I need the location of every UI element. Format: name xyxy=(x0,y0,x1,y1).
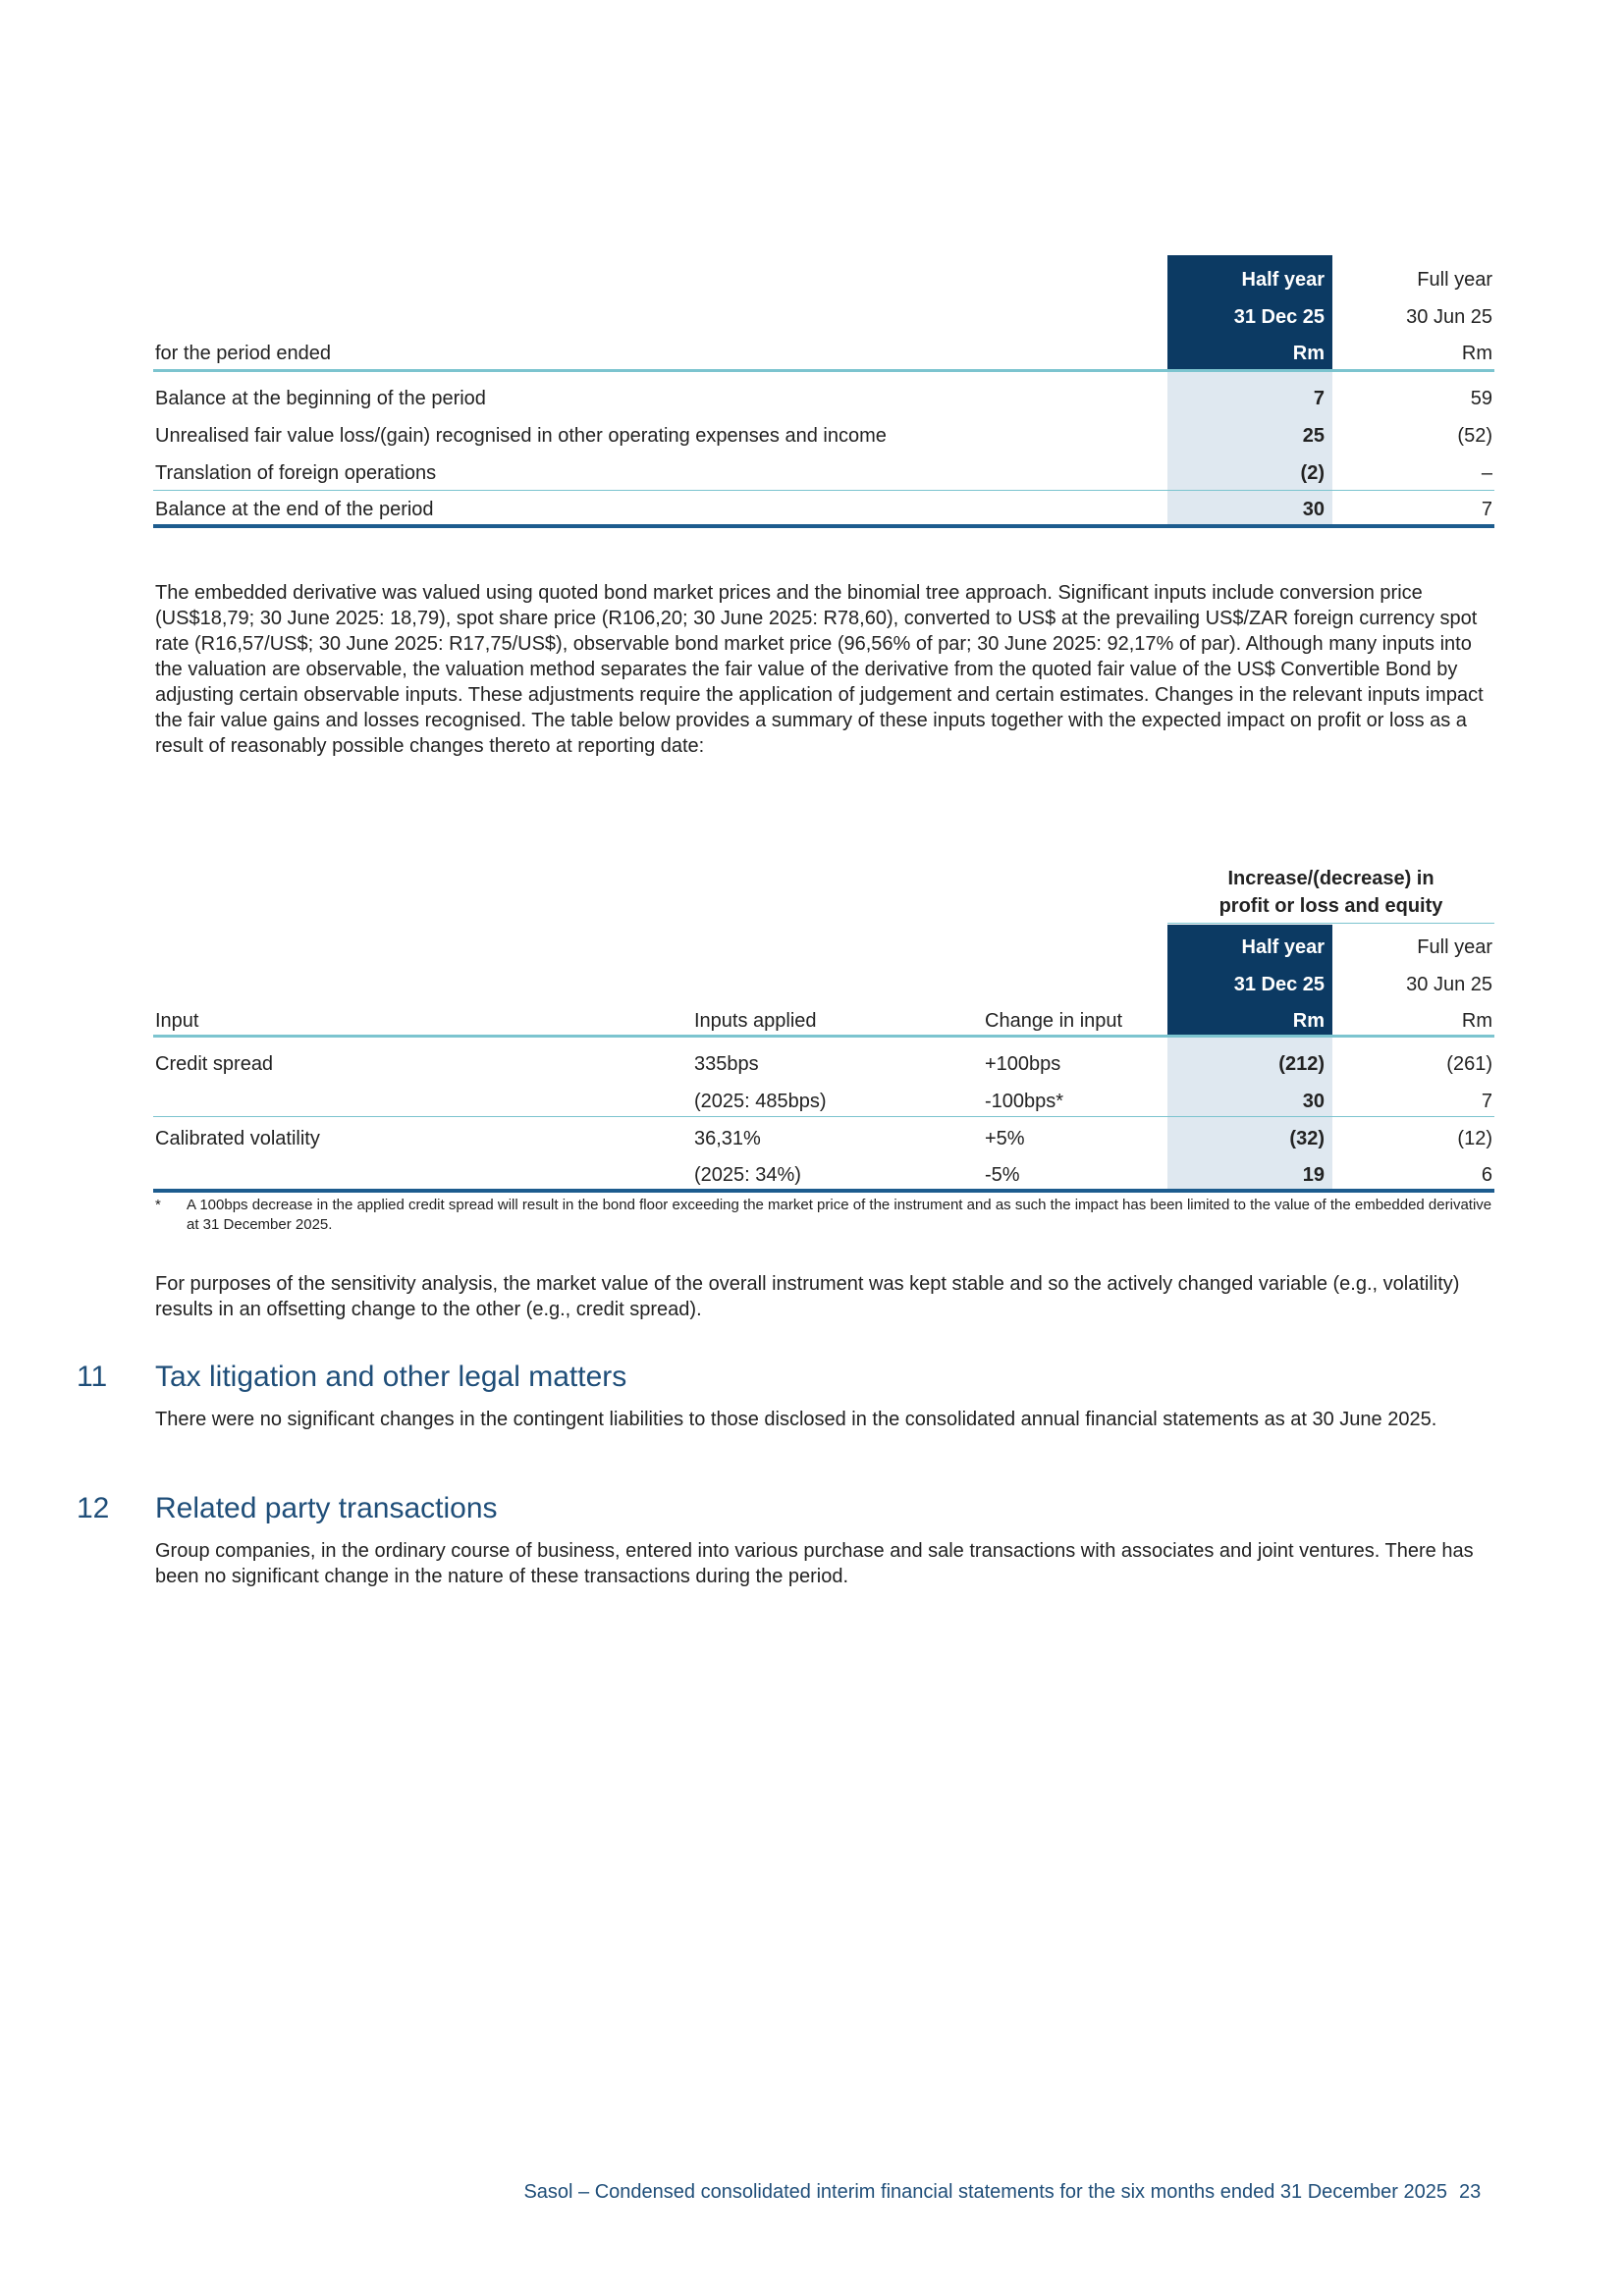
table-bottom-rule xyxy=(153,524,1494,528)
section-title: Related party transactions xyxy=(155,1492,498,1524)
table-row-applied: (2025: 485bps) xyxy=(694,1091,827,1112)
footnote-marker: * xyxy=(155,1197,161,1213)
change-column-header: Change in input xyxy=(985,1010,1123,1032)
table-bottom-rule xyxy=(153,1189,1494,1193)
table-row-full: 7 xyxy=(1481,499,1492,520)
input-column-header: Input xyxy=(155,1010,199,1032)
table-row-full: (52) xyxy=(1457,425,1492,447)
half-year-header-line1: Half year xyxy=(1241,269,1325,291)
table-row-half: 7 xyxy=(1313,388,1325,409)
valuation-paragraph: The embedded derivative was valued using quoted bond market prices and the binomial tree approach. Significant inputs include conversion price (US$18,79; 30 June 2025: 18,79), spot share price (R106,20; 30 June 2025: R78,60), converted to US$ at the prevailing US$/ZAR foreign currency spot rate (R16,57/US$; 30 June 2025: R17,75/US$), observable bond market price (96,56% of par; 30 June 2025: 92,17% of par). Although many inputs into the valuation are observable, the valuation method separates the fair value of the derivative from the quoted fair value of the US$ Convertible Bond by adjusting certain observable inputs. These adjustments require the application of judgement and certain estimates. Changes in the relevant inputs impact the fair value gains and losses recognised. The table below provides a summary of these inputs together with the expected impact on profit or loss as a result of reasonably possible changes thereto at reporting date: xyxy=(155,582,1484,757)
table-row-change: -5% xyxy=(985,1164,1020,1186)
table-row-half: (32) xyxy=(1289,1128,1325,1149)
group-header-line2: profit or loss and equity xyxy=(1218,895,1443,917)
table-row-half: 19 xyxy=(1302,1164,1325,1186)
table-row-input: Calibrated volatility xyxy=(155,1128,320,1149)
table-row-full: (12) xyxy=(1457,1128,1492,1149)
page-number: 23 xyxy=(1459,2181,1482,2203)
full-year-header-line2: 30 Jun 25 xyxy=(1406,306,1492,328)
half-year-header-line2: 31 Dec 25 xyxy=(1233,306,1325,328)
table-row-change: -100bps* xyxy=(985,1091,1064,1112)
table-row-applied: 335bps xyxy=(694,1053,759,1075)
full-year-header-line1: Full year xyxy=(1417,269,1492,291)
row-divider xyxy=(153,1116,1494,1117)
row-header-label: for the period ended xyxy=(155,343,332,364)
table-row-full: – xyxy=(1481,462,1492,484)
full-year-header-line3: Rm xyxy=(1461,1010,1492,1032)
full-year-header-line1: Full year xyxy=(1417,936,1492,958)
half-year-header-line2: 31 Dec 25 xyxy=(1233,974,1325,995)
table-row-half: 30 xyxy=(1302,499,1325,520)
half-year-header-line3: Rm xyxy=(1292,1010,1325,1032)
full-year-header-line2: 30 Jun 25 xyxy=(1406,974,1492,995)
footnote-text: A 100bps decrease in the applied credit spread will result in the bond floor exceeding the market price of the instrument and as such the impact has been limited to the value of the embedded derivative at 31 December 2025. xyxy=(187,1197,1492,1233)
table-row-label: Balance at the beginning of the period xyxy=(155,388,486,409)
section-number: 12 xyxy=(77,1492,110,1524)
table-row-input: Credit spread xyxy=(155,1053,274,1075)
table-row-half: (212) xyxy=(1278,1053,1325,1075)
table-row-label: Translation of foreign operations xyxy=(155,462,437,484)
half-year-header-line3: Rm xyxy=(1292,343,1325,364)
group-header-line1: Increase/(decrease) in xyxy=(1227,868,1435,889)
section-number: 11 xyxy=(77,1361,108,1393)
table-row-applied: 36,31% xyxy=(694,1128,761,1149)
half-year-header-line1: Half year xyxy=(1241,936,1325,958)
inputs-applied-column-header: Inputs applied xyxy=(694,1010,817,1032)
section-title: Tax litigation and other legal matters xyxy=(155,1361,627,1393)
table-row-half: (2) xyxy=(1300,462,1325,484)
full-year-header-line3: Rm xyxy=(1461,343,1492,364)
row-divider xyxy=(153,490,1494,491)
sensitivity-paragraph: For purposes of the sensitivity analysis, the market value of the overall instrument was kept stable and so the actively changed variable (e.g., volatility) results in an offsetting change to the other (e.g., credit spread). xyxy=(155,1273,1460,1320)
table-row-label: Balance at the end of the period xyxy=(155,499,434,520)
group-header-rule xyxy=(1167,923,1494,924)
table-row-half: 30 xyxy=(1302,1091,1325,1112)
section-body: There were no significant changes in the contingent liabilities to those disclosed in the consolidated annual financial statements as at 30 June 2025. xyxy=(155,1409,1437,1430)
section-body: Group companies, in the ordinary course of business, entered into various purchase and sale transactions with associates and joint ventures. There has been no significant change in the nature of these transactions during the period. xyxy=(155,1540,1474,1587)
table-row-full: 59 xyxy=(1470,388,1492,409)
table-row-full: 7 xyxy=(1481,1091,1492,1112)
table-row-full: (261) xyxy=(1446,1053,1492,1075)
table-row-change: +5% xyxy=(985,1128,1025,1149)
table-row-label: Unrealised fair value loss/(gain) recognised in other operating expenses and income xyxy=(155,425,887,447)
table-row-full: 6 xyxy=(1481,1164,1492,1186)
table-row-half: 25 xyxy=(1302,425,1325,447)
table-row-change: +100bps xyxy=(985,1053,1061,1075)
table-row-applied: (2025: 34%) xyxy=(694,1164,801,1186)
footer-text: Sasol – Condensed consolidated interim financial statements for the six months ended 31 December 2025 xyxy=(523,2181,1447,2203)
